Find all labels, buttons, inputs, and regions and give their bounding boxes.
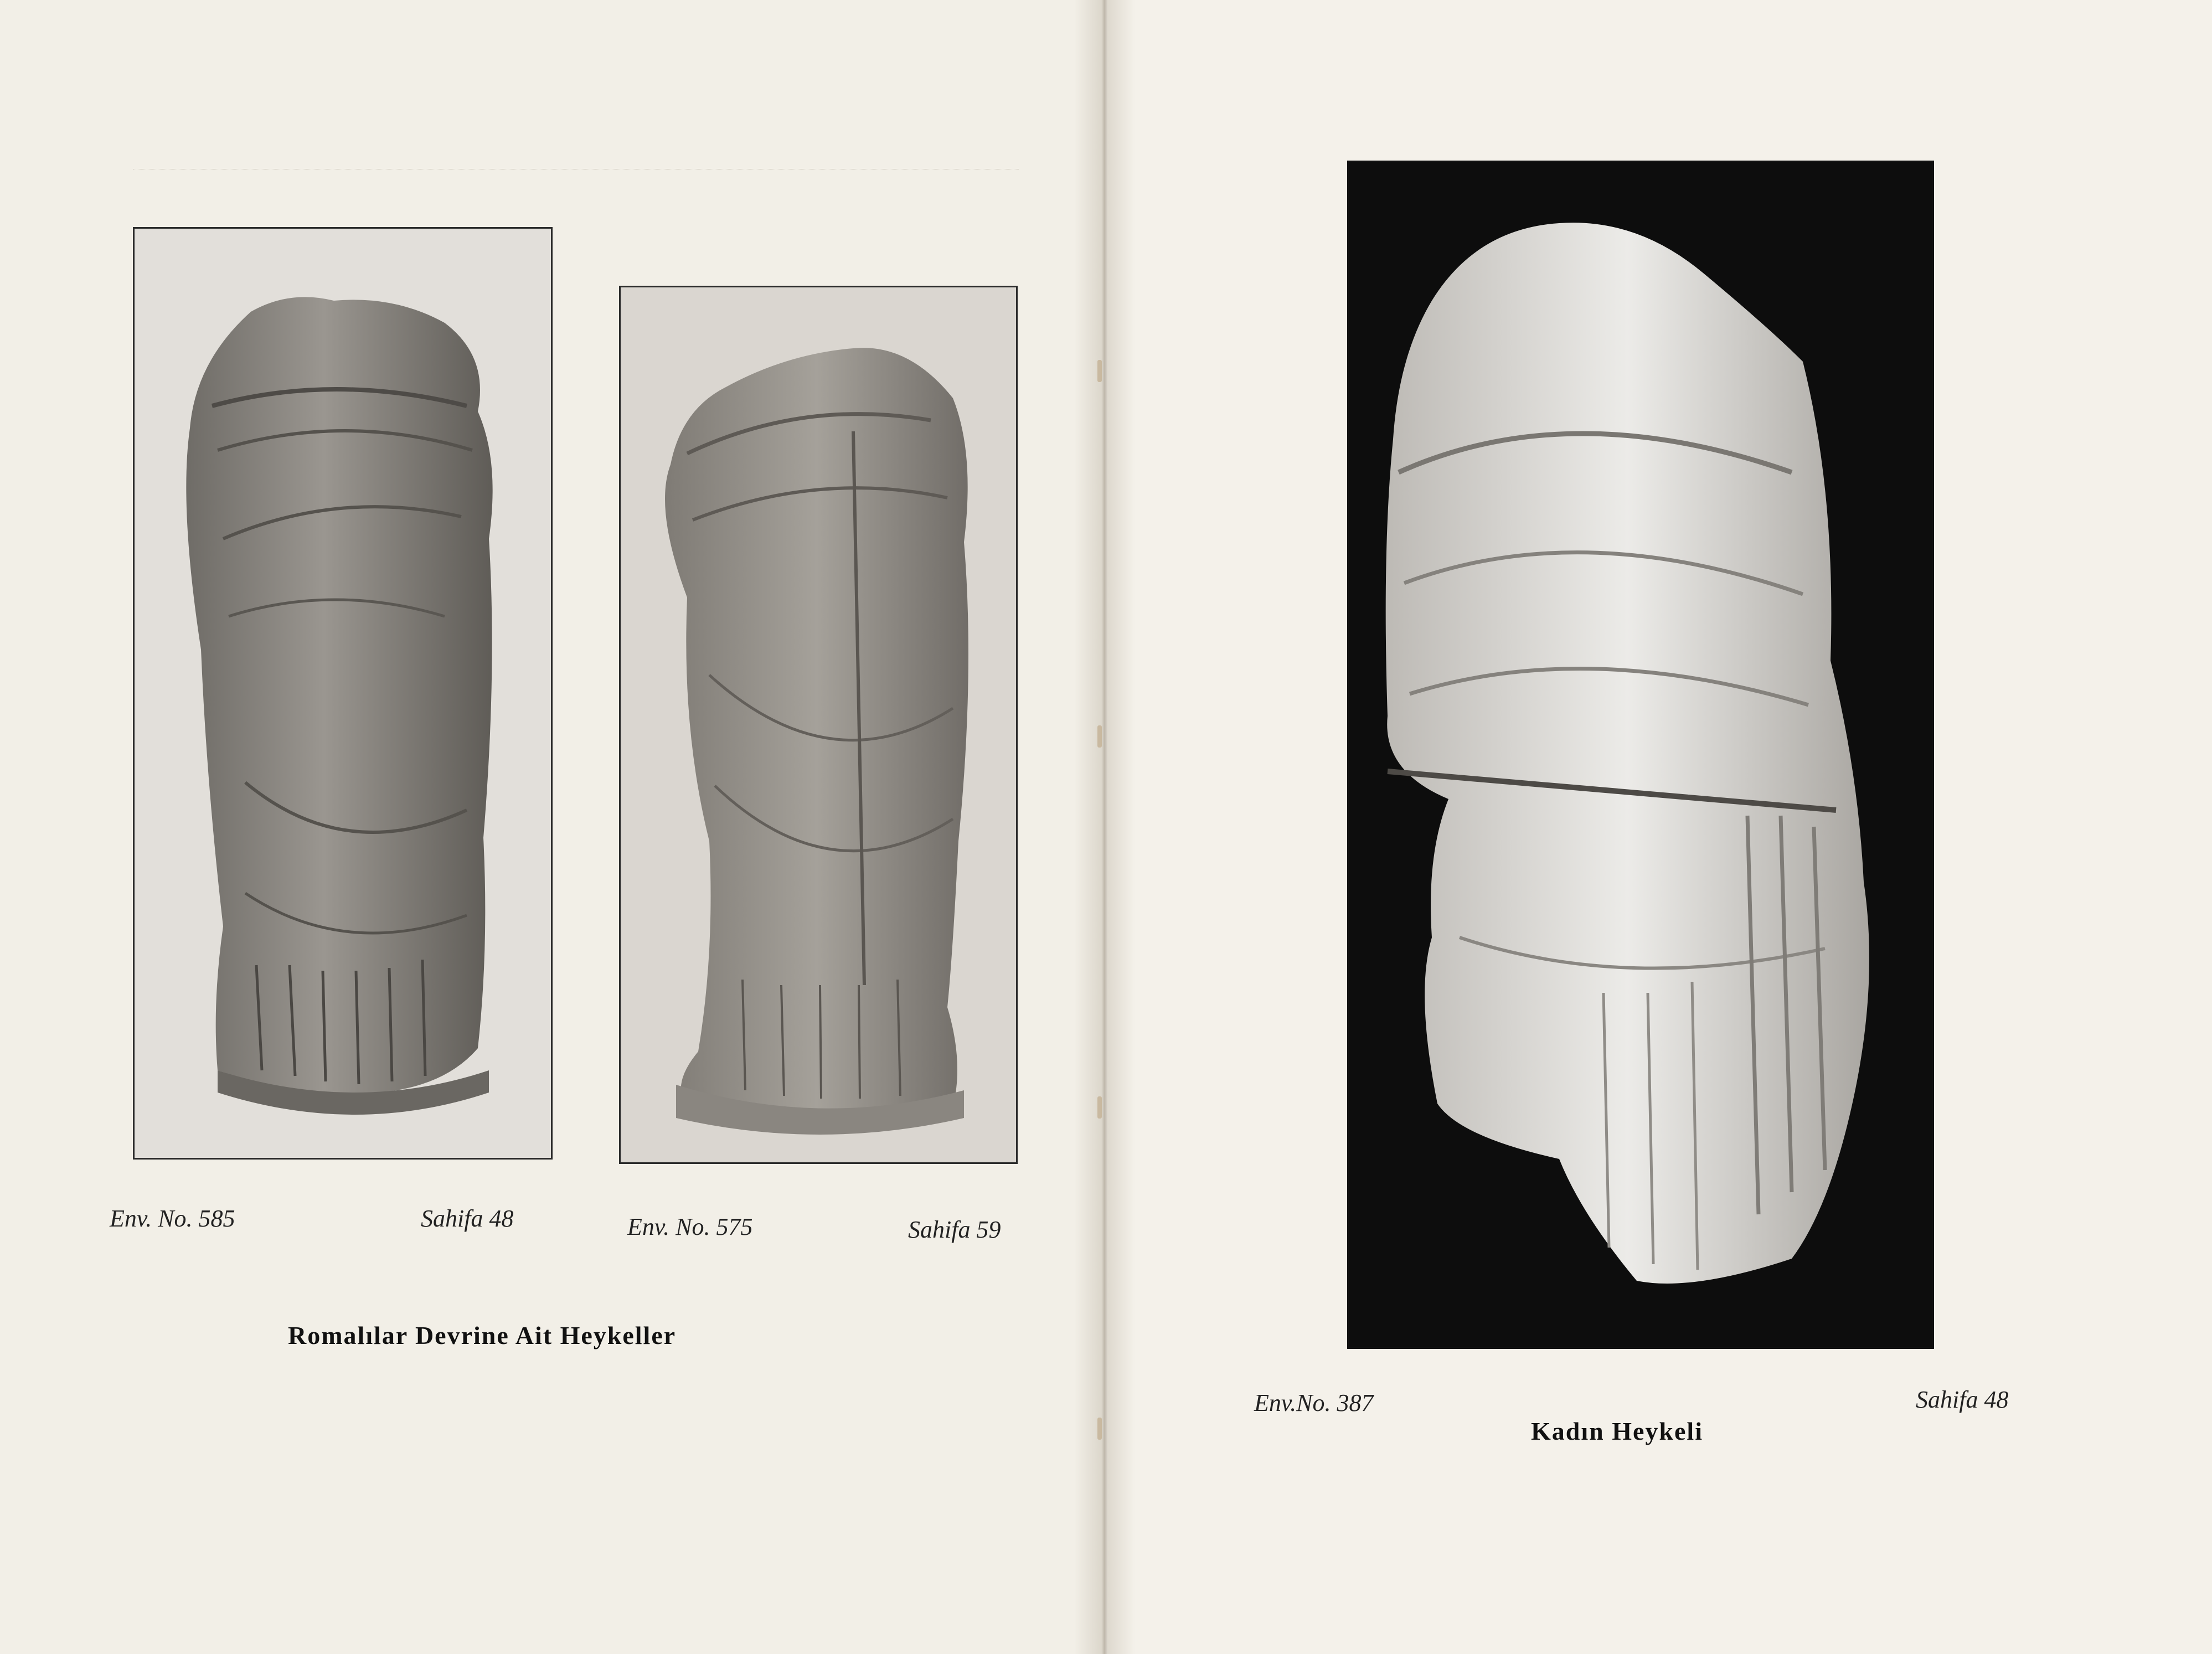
- statue-photo-575: [619, 286, 1018, 1164]
- figure-585-env-label: Env. No. 585: [110, 1205, 235, 1232]
- binding-stitch: [1097, 1096, 1102, 1119]
- right-page: [1105, 0, 2212, 1654]
- draped-statue-illustration: [135, 229, 551, 1158]
- binding-stitch: [1097, 360, 1102, 382]
- draped-statue-illustration: [1349, 162, 1932, 1347]
- statue-photo-585: [133, 227, 553, 1160]
- binding-stitch: [1097, 1418, 1102, 1440]
- figure-585-page-label: Sahifa 48: [421, 1205, 514, 1232]
- figure-387-env-label: Env.No. 387: [1254, 1389, 1374, 1416]
- book-gutter: [1074, 0, 1135, 1654]
- figure-575-env-label: Env. No. 575: [627, 1213, 753, 1240]
- binding-stitch: [1097, 725, 1102, 748]
- left-page: [0, 0, 1105, 1654]
- figure-575-page-label: Sahifa 59: [908, 1216, 1001, 1243]
- draped-statue-illustration: [621, 287, 1016, 1162]
- right-page-title: Kadın Heykeli: [1531, 1417, 1703, 1445]
- left-page-title: Romalılar Devrine Ait Heykeller: [288, 1321, 677, 1349]
- figure-387-page-label: Sahifa 48: [1916, 1386, 2009, 1413]
- statue-photo-387: [1347, 161, 1934, 1349]
